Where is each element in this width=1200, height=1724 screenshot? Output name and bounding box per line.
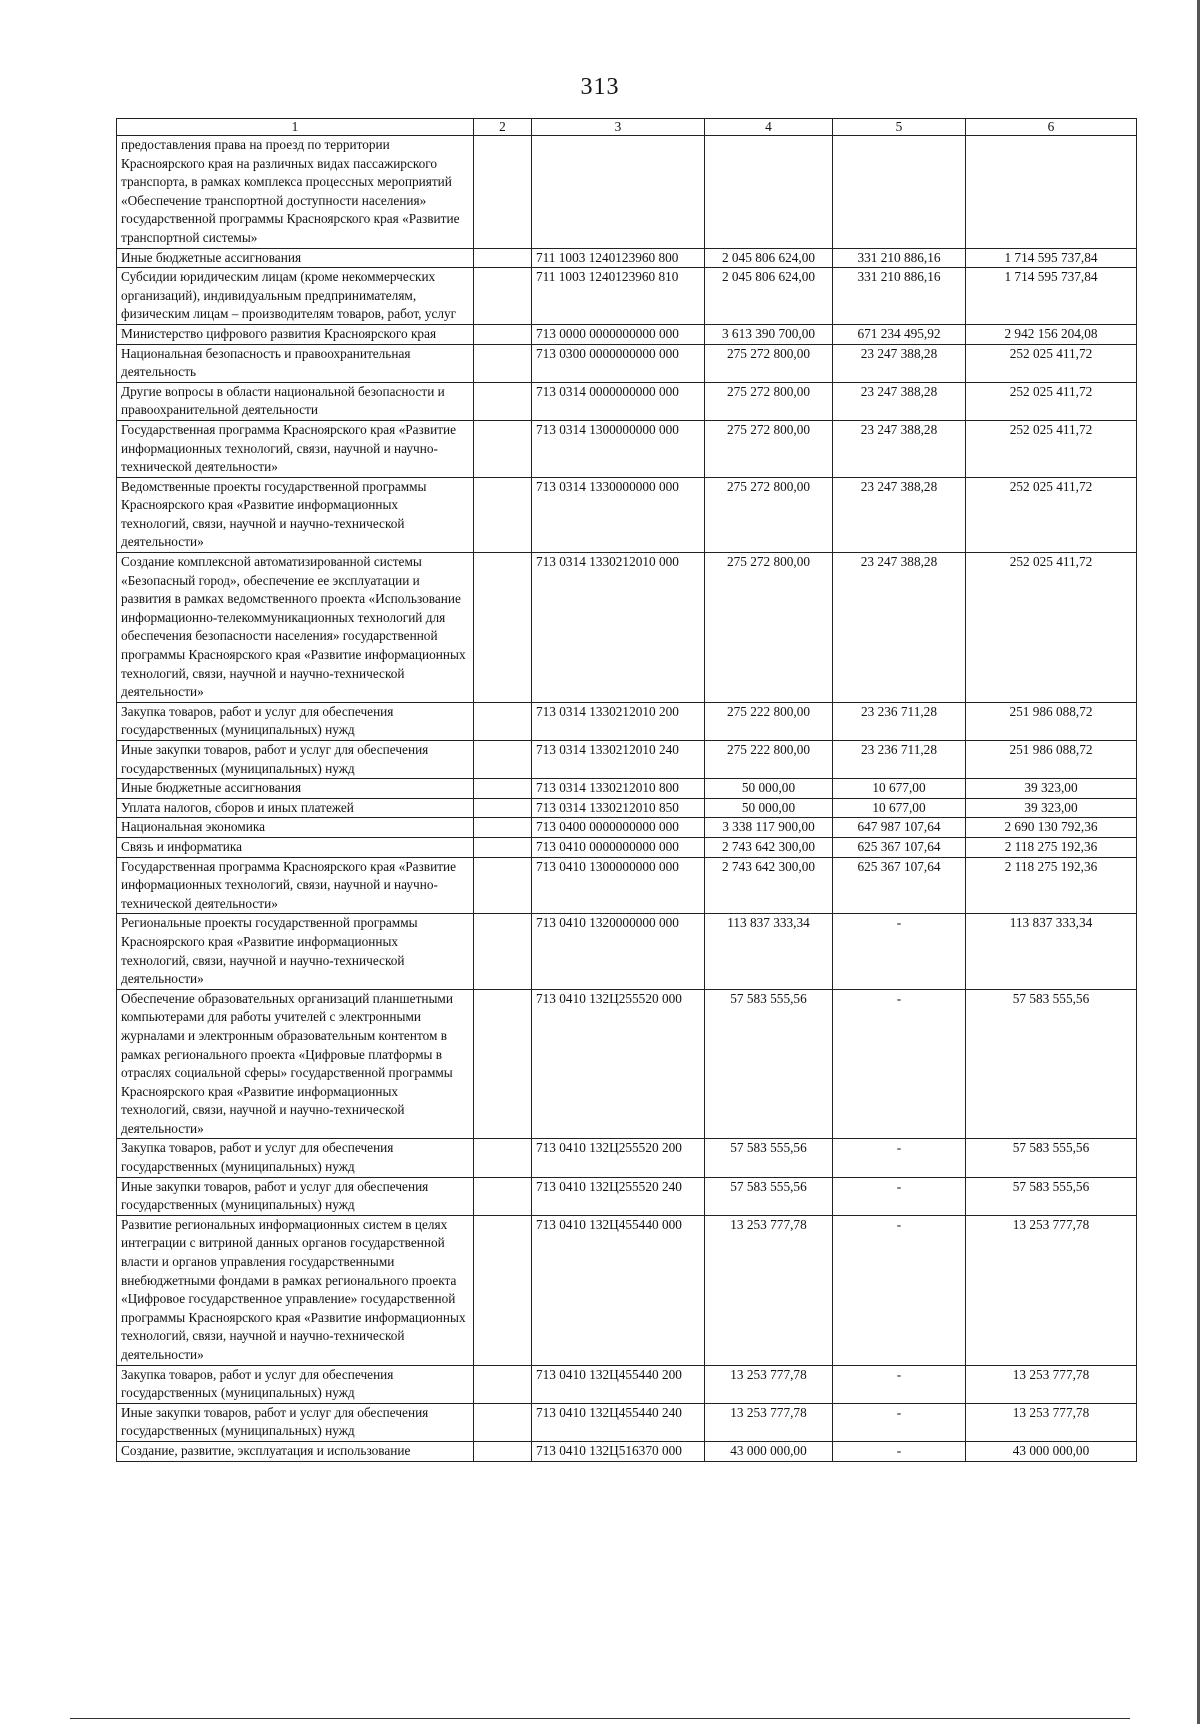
row-unexecuted: 43 000 000,00: [966, 1441, 1137, 1461]
row-col-2: [474, 1177, 532, 1215]
row-executed: 10 677,00: [833, 798, 966, 818]
row-name: Региональные проекты государственной программы Красноярского края «Развитие информационных технологий, связи, научной и научно-технической деятельности»: [117, 914, 474, 989]
row-col-2: [474, 702, 532, 740]
row-approved: 275 272 800,00: [705, 382, 833, 420]
table-row: [117, 818, 1137, 838]
row-name: Другие вопросы в области национальной безопасности и правоохранительной деятельности: [117, 382, 474, 420]
row-code: 713 0314 1330212010 000: [532, 553, 705, 703]
table-row: [117, 324, 1137, 344]
row-executed: 625 367 107,64: [833, 857, 966, 914]
table-row: [117, 1403, 1137, 1441]
row-name: Национальная экономика: [117, 818, 474, 838]
table-header-row: [117, 119, 1137, 136]
row-name: Связь и информатика: [117, 837, 474, 857]
row-col-2: [474, 741, 532, 779]
row-approved: 57 583 555,56: [705, 1177, 833, 1215]
row-code: 713 0410 132Ц255520 240: [532, 1177, 705, 1215]
row-name: Создание комплексной автоматизированной системы «Безопасный город», обеспечение ее эксплуатации и развития в рамках ведомственного проекта «Использование информационно-телекоммуникационных технологий для обеспечения безопасности населения» государственной программы Красноярского края «Развитие информационных технологий, связи, научной и научно-технической деятельности»: [117, 553, 474, 703]
row-unexecuted: 13 253 777,78: [966, 1215, 1137, 1365]
row-approved: 2 743 642 300,00: [705, 837, 833, 857]
row-approved: 2 045 806 624,00: [705, 268, 833, 325]
column-header-4: 4: [705, 119, 833, 136]
table-row: [117, 268, 1137, 325]
table-row: [117, 914, 1137, 989]
row-unexecuted: 113 837 333,34: [966, 914, 1137, 989]
row-unexecuted: 252 025 411,72: [966, 477, 1137, 552]
row-name: Иные закупки товаров, работ и услуг для обеспечения государственных (муниципальных) нужд: [117, 1403, 474, 1441]
row-col-2: [474, 477, 532, 552]
row-executed: 625 367 107,64: [833, 837, 966, 857]
row-executed: 647 987 107,64: [833, 818, 966, 838]
row-approved: 2 045 806 624,00: [705, 248, 833, 268]
column-header-5: 5: [833, 119, 966, 136]
row-code: 713 0400 0000000000 000: [532, 818, 705, 838]
row-name: Развитие региональных информационных систем в целях интеграции с витриной данных органов государственной власти и органов управления государственными внебюджетными фондами в рамках регионального проекта «Цифровое государственное управление» государственной программы Красноярского края «Развитие информационных технологий, связи, научной и научно-технической деятельности»: [117, 1215, 474, 1365]
row-code: 713 0410 132Ц255520 000: [532, 989, 705, 1139]
table-row: [117, 344, 1137, 382]
row-unexecuted: 252 025 411,72: [966, 382, 1137, 420]
table-row: [117, 1365, 1137, 1403]
row-approved: 275 272 800,00: [705, 420, 833, 477]
row-code: 713 0314 1330212010 200: [532, 702, 705, 740]
table-row: [117, 857, 1137, 914]
row-col-2: [474, 818, 532, 838]
row-executed: 331 210 886,16: [833, 248, 966, 268]
row-unexecuted: 57 583 555,56: [966, 1139, 1137, 1177]
row-code: 713 0410 0000000000 000: [532, 837, 705, 857]
table-row: [117, 136, 1137, 249]
row-name: Иные закупки товаров, работ и услуг для обеспечения государственных (муниципальных) нужд: [117, 1177, 474, 1215]
row-code: 713 0410 132Ц455440 240: [532, 1403, 705, 1441]
row-code: 713 0314 1330000000 000: [532, 477, 705, 552]
row-col-2: [474, 1139, 532, 1177]
row-code: 713 0410 1300000000 000: [532, 857, 705, 914]
row-executed: -: [833, 1177, 966, 1215]
row-executed: 23 247 388,28: [833, 477, 966, 552]
row-unexecuted: 251 986 088,72: [966, 741, 1137, 779]
row-code: [532, 136, 705, 249]
row-col-2: [474, 344, 532, 382]
table-row: [117, 779, 1137, 799]
row-approved: 13 253 777,78: [705, 1215, 833, 1365]
table-row: [117, 837, 1137, 857]
row-unexecuted: 1 714 595 737,84: [966, 268, 1137, 325]
row-unexecuted: 13 253 777,78: [966, 1365, 1137, 1403]
row-code: 713 0000 0000000000 000: [532, 324, 705, 344]
table-row: [117, 382, 1137, 420]
row-unexecuted: 2 690 130 792,36: [966, 818, 1137, 838]
row-name: Государственная программа Красноярского края «Развитие информационных технологий, связи, научной и научно-технической деятельности»: [117, 857, 474, 914]
row-approved: 57 583 555,56: [705, 989, 833, 1139]
row-unexecuted: 2 118 275 192,36: [966, 837, 1137, 857]
row-col-2: [474, 248, 532, 268]
row-col-2: [474, 779, 532, 799]
row-unexecuted: 2 118 275 192,36: [966, 857, 1137, 914]
row-unexecuted: 13 253 777,78: [966, 1403, 1137, 1441]
row-code: 713 0410 132Ц455440 200: [532, 1365, 705, 1403]
row-executed: 23 236 711,28: [833, 741, 966, 779]
row-col-2: [474, 1365, 532, 1403]
row-executed: -: [833, 1441, 966, 1461]
row-executed: -: [833, 1403, 966, 1441]
row-executed: 23 247 388,28: [833, 420, 966, 477]
table-body: [117, 136, 1137, 1462]
row-col-2: [474, 324, 532, 344]
row-executed: -: [833, 1365, 966, 1403]
row-executed: 671 234 495,92: [833, 324, 966, 344]
row-unexecuted: 252 025 411,72: [966, 344, 1137, 382]
row-col-2: [474, 382, 532, 420]
row-unexecuted: 57 583 555,56: [966, 989, 1137, 1139]
row-code: 713 0410 132Ц455440 000: [532, 1215, 705, 1365]
row-approved: 275 272 800,00: [705, 477, 833, 552]
row-approved: 275 272 800,00: [705, 553, 833, 703]
row-executed: 23 236 711,28: [833, 702, 966, 740]
row-unexecuted: 252 025 411,72: [966, 553, 1137, 703]
row-approved: 57 583 555,56: [705, 1139, 833, 1177]
row-code: 713 0314 0000000000 000: [532, 382, 705, 420]
table-row: [117, 477, 1137, 552]
row-code: 711 1003 1240123960 800: [532, 248, 705, 268]
table-row: [117, 1441, 1137, 1461]
row-col-2: [474, 914, 532, 989]
row-col-2: [474, 798, 532, 818]
row-executed: [833, 136, 966, 249]
table-row: [117, 989, 1137, 1139]
row-code: 711 1003 1240123960 810: [532, 268, 705, 325]
row-approved: 3 613 390 700,00: [705, 324, 833, 344]
row-name: Обеспечение образовательных организаций планшетными компьютерами для работы учителей с электронными журналами и электронным образовательным контентом в рамках регионального проекта «Цифровые платформы в отраслях социальной сферы» государственной программы Красноярского края «Развитие информационных технологий, связи, научной и научно-технической деятельности»: [117, 989, 474, 1139]
row-name: Иные бюджетные ассигнования: [117, 779, 474, 799]
row-executed: 10 677,00: [833, 779, 966, 799]
table-row: [117, 798, 1137, 818]
row-executed: 23 247 388,28: [833, 344, 966, 382]
table-row: [117, 553, 1137, 703]
row-unexecuted: 39 323,00: [966, 798, 1137, 818]
row-unexecuted: 57 583 555,56: [966, 1177, 1137, 1215]
row-approved: 275 272 800,00: [705, 344, 833, 382]
bottom-rule: [70, 1718, 1130, 1719]
row-col-2: [474, 136, 532, 249]
row-code: 713 0300 0000000000 000: [532, 344, 705, 382]
table-row: [117, 1215, 1137, 1365]
row-unexecuted: 1 714 595 737,84: [966, 248, 1137, 268]
row-approved: 43 000 000,00: [705, 1441, 833, 1461]
row-executed: 23 247 388,28: [833, 553, 966, 703]
row-approved: 50 000,00: [705, 798, 833, 818]
row-name: Закупка товаров, работ и услуг для обеспечения государственных (муниципальных) нужд: [117, 1365, 474, 1403]
row-code: 713 0314 1330212010 240: [532, 741, 705, 779]
row-col-2: [474, 420, 532, 477]
row-name: Уплата налогов, сборов и иных платежей: [117, 798, 474, 818]
table-row: [117, 702, 1137, 740]
row-unexecuted: 251 986 088,72: [966, 702, 1137, 740]
row-code: 713 0314 1330212010 800: [532, 779, 705, 799]
table-row: [117, 1177, 1137, 1215]
row-name: Закупка товаров, работ и услуг для обеспечения государственных (муниципальных) нужд: [117, 1139, 474, 1177]
row-name: Иные закупки товаров, работ и услуг для обеспечения государственных (муниципальных) нужд: [117, 741, 474, 779]
row-executed: -: [833, 989, 966, 1139]
column-header-6: 6: [966, 119, 1137, 136]
row-approved: 13 253 777,78: [705, 1365, 833, 1403]
row-name: Создание, развитие, эксплуатация и использование: [117, 1441, 474, 1461]
row-col-2: [474, 989, 532, 1139]
table-row: [117, 741, 1137, 779]
row-name: предоставления права на проезд по территории Красноярского края на различных видах пассажирского транспорта, в рамках комплекса процессных мероприятий «Обеспечение транспортной доступности населения» государственной программы Красноярского края «Развитие транспортной системы»: [117, 136, 474, 249]
row-unexecuted: 39 323,00: [966, 779, 1137, 799]
row-col-2: [474, 1403, 532, 1441]
column-header-2: 2: [474, 119, 532, 136]
row-col-2: [474, 837, 532, 857]
budget-table: [116, 118, 1137, 1462]
row-approved: 275 222 800,00: [705, 741, 833, 779]
row-col-2: [474, 268, 532, 325]
row-code: 713 0410 132Ц516370 000: [532, 1441, 705, 1461]
table-row: [117, 1139, 1137, 1177]
row-col-2: [474, 553, 532, 703]
row-approved: 2 743 642 300,00: [705, 857, 833, 914]
row-name: Иные бюджетные ассигнования: [117, 248, 474, 268]
row-executed: -: [833, 914, 966, 989]
row-name: Ведомственные проекты государственной программы Красноярского края «Развитие информационных технологий, связи, научной и научно-технической деятельности»: [117, 477, 474, 552]
row-name: Закупка товаров, работ и услуг для обеспечения государственных (муниципальных) нужд: [117, 702, 474, 740]
row-code: 713 0410 132Ц255520 200: [532, 1139, 705, 1177]
row-approved: 275 222 800,00: [705, 702, 833, 740]
row-name: Субсидии юридическим лицам (кроме некоммерческих организаций), индивидуальным предпринимателям, физическим лицам – производителям товаров, работ, услуг: [117, 268, 474, 325]
row-executed: -: [833, 1215, 966, 1365]
row-unexecuted: 2 942 156 204,08: [966, 324, 1137, 344]
row-code: 713 0314 1330212010 850: [532, 798, 705, 818]
row-executed: 331 210 886,16: [833, 268, 966, 325]
row-approved: [705, 136, 833, 249]
row-unexecuted: [966, 136, 1137, 249]
row-name: Министерство цифрового развития Красноярского края: [117, 324, 474, 344]
row-col-2: [474, 1215, 532, 1365]
table-row: [117, 420, 1137, 477]
row-name: Государственная программа Красноярского края «Развитие информационных технологий, связи, научной и научно-технической деятельности»: [117, 420, 474, 477]
column-header-3: 3: [532, 119, 705, 136]
table-row: [117, 248, 1137, 268]
row-approved: 50 000,00: [705, 779, 833, 799]
column-header-1: 1: [117, 119, 474, 136]
row-col-2: [474, 1441, 532, 1461]
row-code: 713 0314 1300000000 000: [532, 420, 705, 477]
page-number: 313: [580, 74, 620, 100]
row-name: Национальная безопасность и правоохранительная деятельность: [117, 344, 474, 382]
row-approved: 13 253 777,78: [705, 1403, 833, 1441]
row-executed: -: [833, 1139, 966, 1177]
row-approved: 3 338 117 900,00: [705, 818, 833, 838]
row-unexecuted: 252 025 411,72: [966, 420, 1137, 477]
row-approved: 113 837 333,34: [705, 914, 833, 989]
row-executed: 23 247 388,28: [833, 382, 966, 420]
row-col-2: [474, 857, 532, 914]
row-code: 713 0410 1320000000 000: [532, 914, 705, 989]
